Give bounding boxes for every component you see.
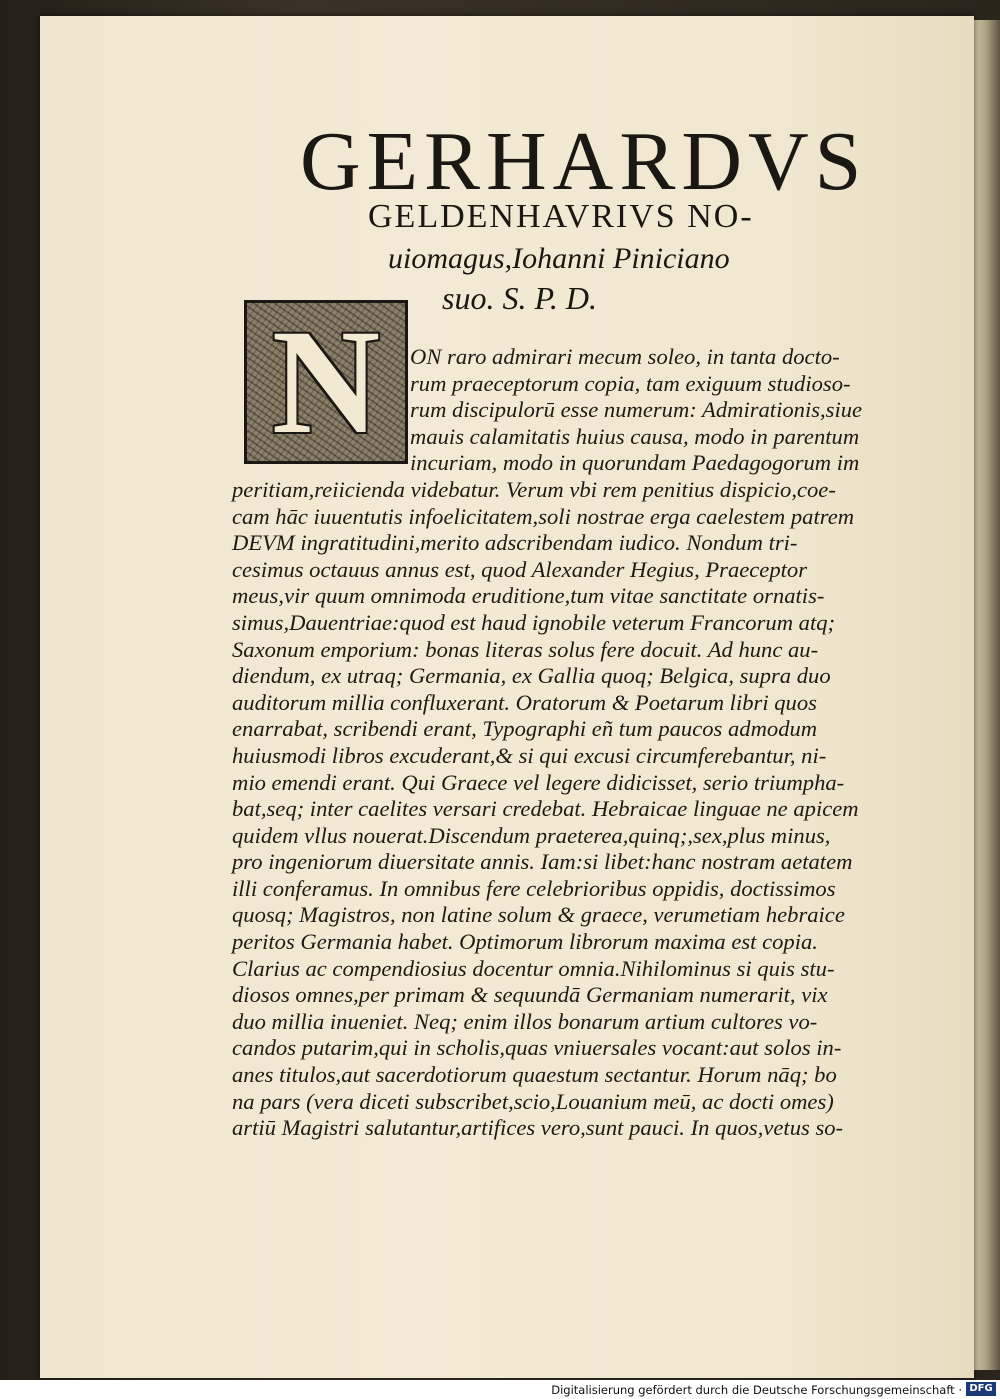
page-title: GERHARDVS [300, 115, 868, 208]
text-line: Clarius ac compendiosius docentur omnia.Nihilominus si quis stu‑ [232, 955, 835, 981]
text-line: quosq; Magistros, non latine solum & graece, verumetiam hebraice [232, 902, 845, 928]
text-line: cesimus octauus annus est, quod Alexander Hegius, Praeceptor [232, 556, 808, 582]
text-line: cam hāc iuuentutis infoelicitatem,soli nostrae erga caelestem patrem [232, 503, 855, 529]
text-line: huiusmodi libros excuderant,& si qui excusi circumferebantur, ni‑ [232, 742, 827, 768]
heading-line-3: suo. S. P. D. [442, 280, 597, 316]
text-line: simus,Dauentriae:quod est haud ignobile veterum Francorum atq; [232, 609, 836, 635]
text-line: DEVM ingratitudini,merito adscribendam iudico. Nondum tri‑ [232, 530, 798, 556]
text-line: duo millia inueniet. Neq; enim illos bonarum artium cultores vo‑ [232, 1008, 818, 1034]
text-line: meus,vir quum omnimoda eruditione,tum vitae sanctitate ornatis‑ [232, 583, 825, 609]
text-line: pro ingeniorum diuersitate annis. Iam:si libet:hanc nostram aetatem [232, 849, 853, 875]
text-line: na pars (vera diceti subscribet,scio,Louanium meū, ac docti omes) [232, 1088, 834, 1114]
text-line: candos putarim,qui in scholis,quas vniuersales vocant:aut solos in‑ [232, 1035, 842, 1061]
heading-line-1: GELDENHAVRIVS NO‑ [368, 198, 754, 235]
text-line: artiū Magistri salutantur,artifices vero,sunt pauci. In quos,vetus so‑ [232, 1115, 844, 1141]
text-line: diendum, ex utraq; Germania, ex Gallia quoq; Belgica, supra duo [232, 663, 831, 689]
text-line: enarrabat, scribendi erant, Typographi eñ tum paucos admodum [232, 716, 818, 742]
text-line: illi conferamus. In omnibus fere celebrioribus oppidis, doctissimos [232, 875, 836, 901]
dfg-logo-icon: DFG [966, 1382, 996, 1396]
body-text [232, 344, 922, 1142]
text-line: quidem vllus nouerat.Discendum praeterea,quinq;,sex,plus minus, [232, 822, 831, 848]
text-line: diosos omnes,per primam & sequundā Germaniam numerarit, vix [232, 982, 828, 1008]
text-line: peritiam,reiicienda videbatur. Verum vbi rem penitius dispicio,coe‑ [232, 476, 836, 502]
text-line: peritos Germania habet. Optimorum librorum maxima est copia. [232, 929, 818, 955]
text-line: ON raro admirari mecum soleo, in tanta docto‑ [410, 344, 840, 369]
text-line: mio emendi erant. Qui Graece vel legere didicisset, serio triumpha‑ [232, 769, 845, 795]
text-line: rum discipulorū esse numerum: Admirationis,siue [410, 397, 863, 423]
heading-line-2: uiomagus,Iohanni Piniciano [388, 242, 730, 275]
footer-credit: Digitalisierung gefördert durch die Deutsche Forschungsgemeinschaft · [551, 1383, 962, 1397]
text-line: anes titulos,aut sacerdotiorum quaestum sectantur. Horum nāq; bo [232, 1062, 837, 1088]
text-line: mauis calamitatis huius causa, modo in parentum [410, 423, 860, 449]
book-page-edge [974, 20, 1000, 1370]
text-line: rum praeceptorum copia, tam exiguum studioso‑ [410, 370, 851, 396]
digitization-footer [0, 1380, 1000, 1399]
initial-letter: N [271, 300, 381, 464]
text-line: bat,seq; inter caelites versari credebat. Hebraicae linguae ne apicem [232, 796, 859, 822]
text-line: Saxonum emporium: bonas literas solus fere docuit. Ad hunc au‑ [232, 636, 819, 662]
text-line: incuriam, modo in quorundam Paedagogorum im [410, 450, 860, 476]
text-line: auditorum millia confluxerant. Oratorum & Poetarum libri quos [232, 689, 817, 715]
